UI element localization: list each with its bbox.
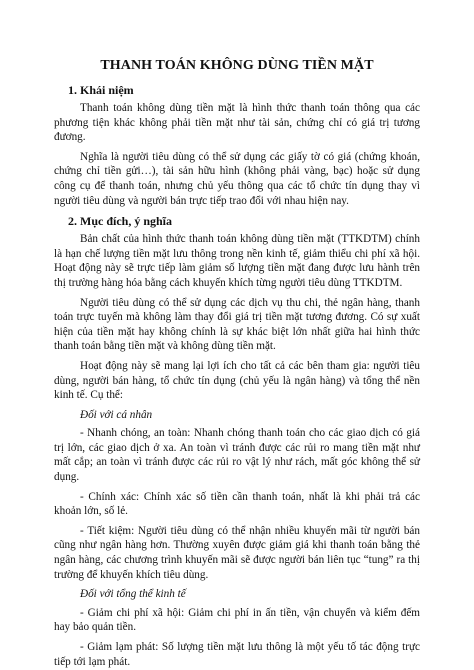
paragraph: Bản chất của hình thức thanh toán không dùng tiền mặt (TTKDTM) chính là hạn chế lượng tiền mặt lưu thông trong nền kinh tế, giảm thiểu chi phí xã hội. Hoạt động này sẽ trực tiếp làm giảm số lượng tiền mặt đang được lưu hành trên thị trường hàng hóa bằng cách khuyến khích từng người tiêu dùng TTKDTM.: [54, 233, 420, 289]
document-title: THANH TOÁN KHÔNG DÙNG TIỀN MẶT: [100, 58, 374, 73]
list-paragraph: - Chính xác: Chính xác số tiền cần thanh toán, nhất là khi phải trả các khoản lớn, số lẻ.: [54, 490, 420, 518]
list-paragraph: - Giảm chi phí xã hội: Giảm chi phí in ấn tiền, vận chuyển và kiểm đếm hay bảo quản tiền.: [54, 606, 420, 634]
section-heading: 1. Khái niệm: [68, 83, 134, 97]
subsection-heading: Đối với cá nhân: [80, 408, 153, 421]
paragraph: Người tiêu dùng có thể sử dụng các dịch vụ thu chi, thẻ ngân hàng, thanh toán trực tuyến mà không làm thay đổi giá trị tiền mặt tương đương. Có sự xuất hiện của tiền mặt hay không chính là sự khác biệt lớn nhất giữa hai hình thức thanh toán bằng tiền mặt và không dùng tiền mặt.: [54, 296, 420, 353]
paragraph: Nghĩa là người tiêu dùng có thể sử dụng các giấy tờ có giá (chứng khoán, chứng chỉ tiền gửi…), tài sản hữu hình (không phải vàng, bạc) hoặc sử dụng công cụ để thanh toán, nhưng chủ yếu thông qua các tổ chức tín dụng thay vì người tiêu dùng và người bán trực tiếp trao đổi với nhau hiện nay.: [54, 150, 420, 207]
section-heading: 2. Mục đích, ý nghĩa: [68, 214, 173, 229]
paragraph: Hoạt động này sẽ mang lại lợi ích cho tất cả các bên tham gia: người tiêu dùng, người bán hàng, tổ chức tín dụng (chủ yếu là ngân hàng) và tổng thể nền kinh tế. Cụ thể:: [54, 359, 420, 402]
subsection-heading: Đối với tổng thể kinh tế: [80, 588, 186, 601]
list-paragraph: - Nhanh chóng, an toàn: Nhanh chóng thanh toán cho các giao dịch có giá trị lớn, các giao dịch ở xa. An toàn vì tránh được các rủi ro mang tiền mặt như mất cắp; an toàn vì tránh được các rủi ro vật lý như rách, mất góc không thể sử dụng.: [54, 427, 420, 484]
paragraph: Thanh toán không dùng tiền mặt là hình thức thanh toán thông qua các phương tiện khác không phải tiền mặt như tài sản, chứng chỉ có giá trị tương đương.: [54, 102, 420, 144]
list-paragraph: - Tiết kiệm: Người tiêu dùng có thể nhận nhiều khuyến mãi từ người bán cũng như ngân hàng hơn. Thường xuyên được giảm giá khi thanh toán bằng thẻ ngân hàng, các chương trình khuyến mãi sẽ được người bán liên tục “tung” ra thị trường để khuyến khích tiêu dùng.: [54, 524, 420, 581]
list-paragraph: - Giảm lạm phát: Số lượng tiền mặt lưu thông là một yếu tố tác động trực tiếp tới lạm phát.: [54, 641, 420, 668]
